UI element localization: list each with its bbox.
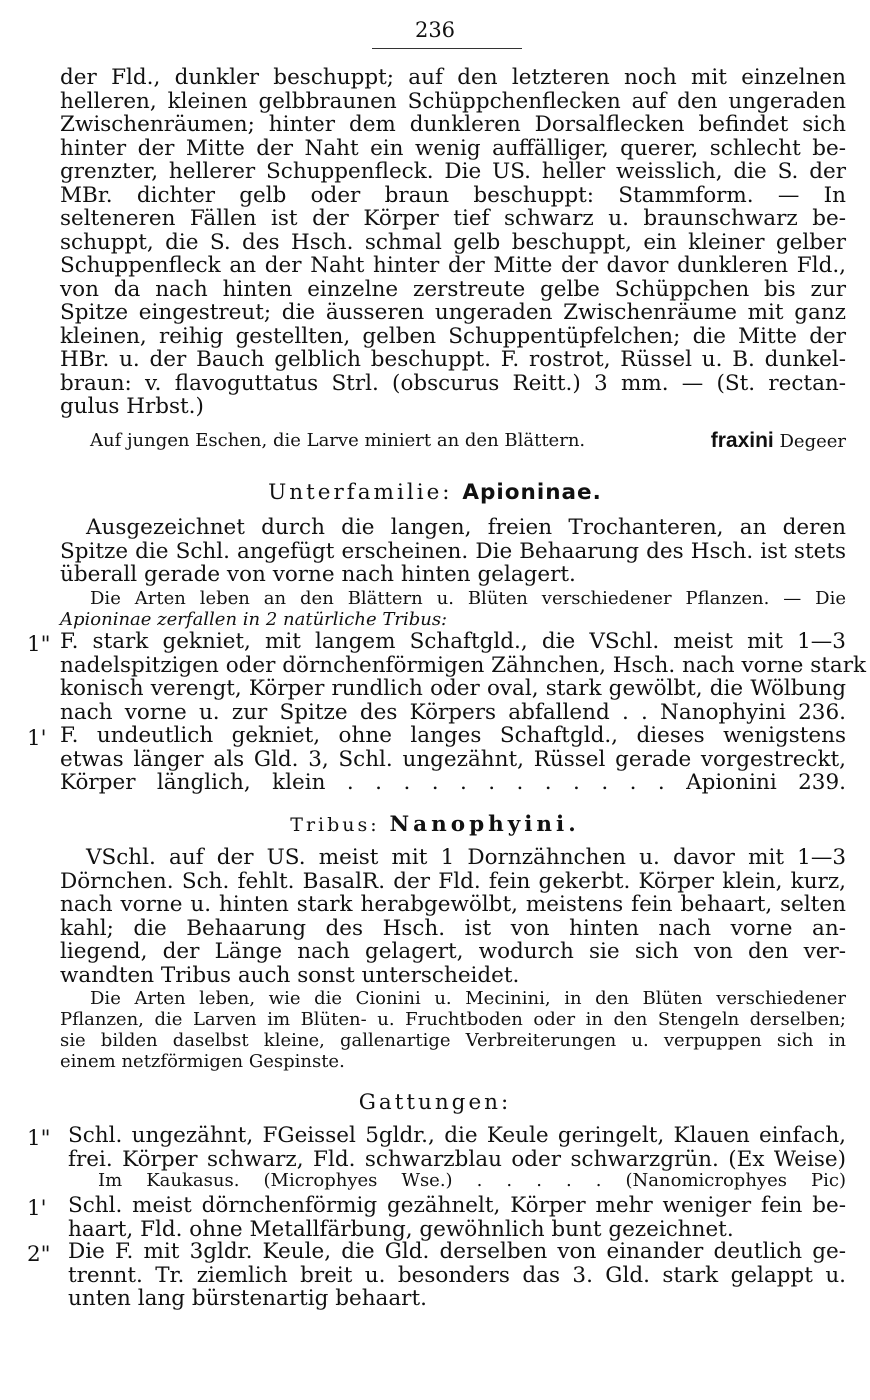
text-line: nach vorne u. hinten stark herabgewölbt, meistens fein behaart, selten <box>60 892 846 917</box>
text-line: HBr. u. der Bauch gelblich beschuppt. F. rostrot, Rüssel u. B. dunkel- <box>60 347 846 372</box>
paragraph-subfamily <box>60 516 846 587</box>
text-line: konisch verengt, Körper rundlich oder oval, stark gewölbt, die Wölbung <box>60 676 846 701</box>
key-marker: 2" <box>27 1242 51 1267</box>
text-line: Ausgezeichnet durch die langen, freien Trochanteren, an deren <box>86 515 846 540</box>
key-entry-genus-3 <box>68 1240 846 1311</box>
text-line: Die F. mit 3gldr. Keule, die Gld. derselben von einander deutlich ge- <box>68 1239 846 1264</box>
text-line: etwas länger als Gld. 3, Schl. ungezähnt, Rüssel gerade vorgestreckt, <box>60 746 846 772</box>
text-line: überall gerade von vorne nach hinten gelagert. <box>60 562 576 587</box>
text-line: der Fld., dunkler beschuppt; auf den letzteren noch mit einzelnen <box>60 65 846 90</box>
genus-locality-note <box>68 1170 846 1191</box>
text-line: Dörnchen. Sch. fehlt. BasalR. der Fld. fein gekerbt. Körper klein, kurz, <box>60 868 846 894</box>
habitat-note: Auf jungen Eschen, die Larve miniert an den Blättern. <box>90 430 586 451</box>
key-entry-apionini <box>60 724 846 795</box>
text-line: helleren, kleinen gelbbraunen Schüppchenflecken auf den ungeraden <box>60 88 846 114</box>
species-name: fraxini Degeer <box>710 429 846 452</box>
text-line: nadelspitzigen oder dörnchenförmigen Zähnchen, Hsch. nach vorne stark <box>60 652 867 678</box>
key-marker: 1' <box>27 1196 47 1221</box>
text-line: Spitze die Schl. angefügt erscheinen. Die Behaarung des Hsch. ist stets <box>60 538 846 564</box>
paragraph-description <box>60 66 846 419</box>
text-line: gulus Hrbst.) <box>60 394 204 419</box>
text-line: F. undeutlich gekniet, ohne langes Schaftgld., dieses wenigstens <box>60 723 846 748</box>
text-line: kleinen, reihig gestellten, gelben Schuppentüpfelchen; die Mitte der <box>60 323 846 349</box>
text-line: MBr. dichter gelb oder braun beschuppt: Stammform. — In <box>60 182 846 208</box>
key-marker: 1" <box>27 1126 51 1151</box>
text-line: Körper länglich, klein . . . . . . . . . . . . Apionini 239. <box>60 770 846 795</box>
key-entry-genus-2 <box>68 1194 846 1241</box>
text-line: Die Arten leben, wie die Cionini u. Mecinini, in den Blüten verschiedener <box>90 988 846 1009</box>
text-line: F. stark gekniet, mit langem Schaftgld., die VSchl. meist mit 1—3 <box>60 629 846 654</box>
paragraph-tribus <box>60 846 846 987</box>
text-line: frei. Körper schwarz, Fld. schwarzblau oder schwarzgrün. (Ex Weise) <box>68 1146 846 1172</box>
text-line: Die Arten leben an den Blättern u. Blüten verschiedener Pflanzen. — Die <box>90 588 846 609</box>
text-line: liegend, der Länge nach gelagert, wodurch sie sich von den ver- <box>60 939 846 964</box>
text-line: sie bilden daselbst kleine, gallenartige Verbreiterungen u. verpuppen sich in <box>60 1030 846 1051</box>
text-line: schuppt, die S. des Hsch. schmal gelb beschuppt, ein kleiner gelber <box>60 229 846 255</box>
text-line: Zwischenräumen; hinter dem dunkleren Dorsalflecken befindet sich <box>60 112 846 137</box>
text-line: selteneren Fällen ist der Körper tief schwarz u. braunschwarz be- <box>60 206 846 231</box>
tribus-heading: Tribus: Nanophyini. <box>290 812 580 837</box>
text-line: trennt. Tr. ziemlich breit u. besonders das 3. Gld. stark gelappt u. <box>68 1262 846 1288</box>
text-line: nach vorne u. zur Spitze des Körpers abfallend . . Nanophyini 236. <box>60 699 846 725</box>
page-number: 236 <box>414 18 456 42</box>
key-marker: 1' <box>27 726 47 751</box>
key-entry-nanophyini <box>60 629 867 725</box>
text-line: unten lang bürstenartig behaart. <box>68 1286 427 1311</box>
text-line: grenzter, hellerer Schuppenfleck. Die US. heller weisslich, die S. der <box>60 159 846 184</box>
text-line: braun: v. flavoguttatus Strl. (obscurus Reitt.) 3 mm. — (St. rectan- <box>60 370 846 396</box>
text-line: Schl. meist dörnchenförmig gezähnelt, Körper mehr weniger fein be- <box>68 1193 846 1218</box>
key-entry-genus-1 <box>68 1124 846 1171</box>
subfamily-heading: Unterfamilie: Apioninae. <box>268 480 602 505</box>
text-line: von da nach hinten einzelne zerstreute gelbe Schüppchen bis zur <box>60 276 846 302</box>
text-line: haart, Fld. ohne Metallfärbung, gewöhnlich bunt gezeichnet. <box>68 1216 734 1242</box>
text-line: VSchl. auf der US. meist mit 1 Dornzähnchen u. davor mit 1—3 <box>86 845 846 870</box>
text-line: kahl; die Behaarung des Hsch. ist von hinten nach vorne an- <box>60 915 846 941</box>
species-note <box>60 430 846 452</box>
text-line: hinter der Mitte der Naht ein wenig auffälliger, querer, schlecht be- <box>60 135 846 161</box>
header-rule <box>372 48 522 49</box>
text-line: Apioninae zerfallen in 2 natürliche Tribus: <box>60 609 448 630</box>
tribus-note <box>60 988 846 1072</box>
subfamily-note <box>60 588 846 630</box>
text-line: Pflanzen, die Larven im Blüten- u. Fruchtboden oder in den Stengeln derselben; <box>60 1009 846 1030</box>
text-line: Im Kaukasus. (Microphyes Wse.) . . . . . (Nanomicrophyes Pic) <box>98 1170 846 1191</box>
text-line: einem netzförmigen Gespinste. <box>60 1051 345 1072</box>
gattungen-heading: Gattungen: <box>358 1090 512 1115</box>
text-line: Schuppenfleck an der Naht hinter der Mitte der davor dunkleren Fld., <box>60 253 846 278</box>
text-line: wandten Tribus auch sonst unterscheidet. <box>60 962 520 988</box>
key-marker: 1" <box>27 632 51 657</box>
text-line: Schl. ungezähnt, FGeissel 5gldr., die Keule geringelt, Klauen einfach, <box>68 1123 846 1148</box>
text-line: Spitze eingestreut; die äusseren ungeraden Zwischenräume mit ganz <box>60 300 846 325</box>
